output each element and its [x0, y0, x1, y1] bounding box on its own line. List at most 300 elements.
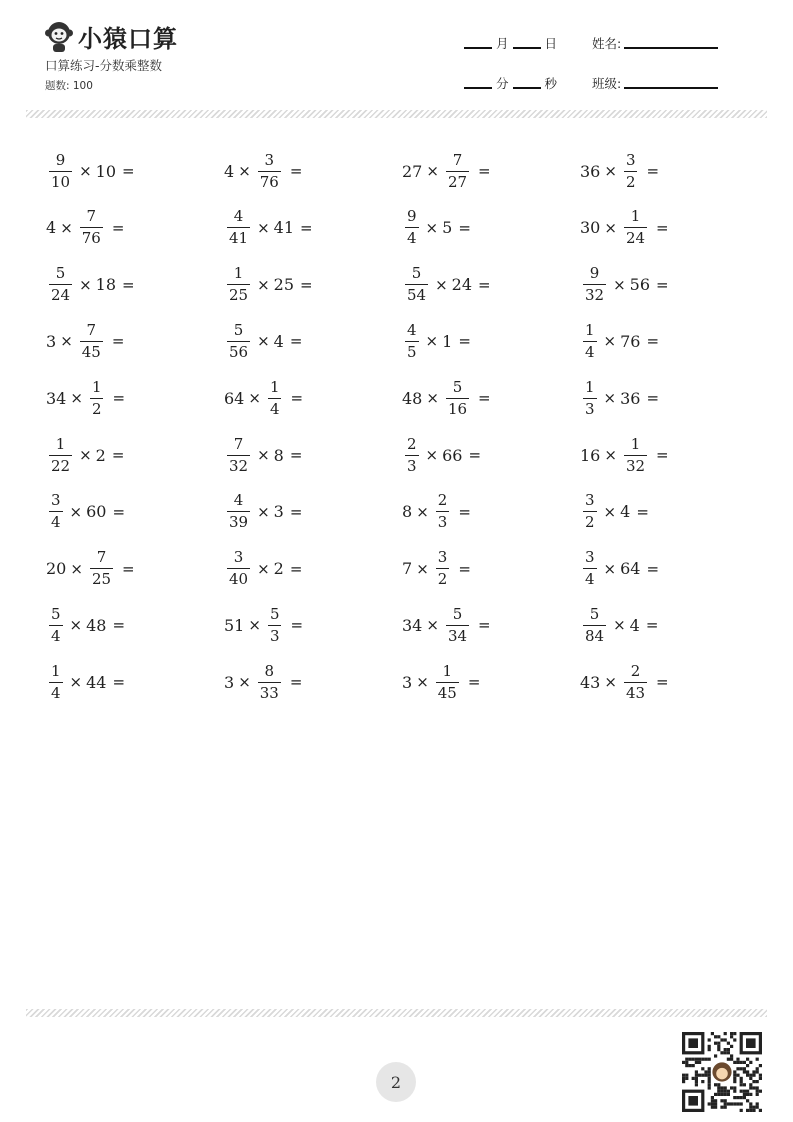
time-fields	[464, 74, 561, 92]
multiply-operator: ×	[238, 673, 251, 692]
denominator: 40	[229, 570, 249, 589]
problem-item	[580, 200, 673, 256]
multiply-operator: ×	[248, 616, 261, 635]
denominator: 76	[81, 229, 101, 248]
numerator: 3	[264, 150, 275, 169]
equals-sign: =	[289, 162, 303, 180]
numerator: 7	[233, 434, 244, 453]
equals-sign: =	[111, 446, 125, 464]
denominator: 84	[585, 626, 605, 645]
denominator: 2	[585, 513, 595, 532]
problem-item	[46, 370, 129, 426]
denominator: 22	[51, 456, 71, 475]
multiply-operator: ×	[426, 162, 439, 180]
name-field	[592, 34, 718, 52]
numerator: 5	[452, 377, 463, 396]
equals-sign: =	[656, 673, 669, 692]
fraction	[268, 377, 282, 418]
integer: 1	[442, 331, 453, 351]
fraction	[227, 266, 250, 303]
problem-item	[402, 313, 475, 369]
integer: 5	[442, 218, 453, 238]
equals-sign: =	[646, 332, 660, 351]
numerator: 7	[96, 548, 107, 567]
integer: 16	[580, 445, 601, 465]
equals-sign: =	[478, 616, 491, 635]
integer: 44	[86, 672, 107, 692]
denominator: 2	[91, 399, 102, 418]
fraction	[436, 550, 450, 587]
fraction	[436, 661, 459, 702]
problem-item	[402, 200, 475, 256]
denominator: 4	[51, 513, 61, 532]
equals-sign: =	[289, 559, 303, 578]
fraction	[49, 150, 72, 191]
problem-item	[580, 654, 673, 710]
equals-sign: =	[645, 616, 659, 635]
integer: 8	[402, 502, 413, 522]
minute-label: 分	[496, 76, 509, 91]
denominator: 41	[229, 229, 249, 248]
multiply-operator: ×	[416, 559, 429, 578]
equals-sign: =	[289, 673, 303, 692]
second-blank[interactable]	[513, 86, 541, 89]
equals-sign: =	[478, 275, 491, 294]
fraction	[405, 434, 419, 475]
multiply-operator: ×	[604, 162, 617, 180]
fraction	[258, 661, 281, 702]
equals-sign: =	[636, 502, 649, 521]
multiply-operator: ×	[248, 389, 261, 408]
problem-item	[46, 597, 129, 653]
numerator: 1	[233, 264, 244, 283]
denominator: 3	[437, 513, 448, 532]
multiply-operator: ×	[603, 389, 617, 408]
integer: 51	[224, 615, 245, 635]
equals-sign: =	[111, 218, 125, 237]
fraction	[227, 320, 250, 361]
equals-sign: =	[122, 275, 135, 294]
multiply-operator: ×	[70, 389, 83, 408]
integer: 48	[86, 615, 107, 635]
monkey-logo-icon	[44, 19, 74, 53]
equals-sign: =	[646, 389, 660, 408]
fraction	[405, 266, 428, 303]
header-divider	[26, 110, 767, 118]
qr-code-icon	[682, 1032, 762, 1112]
denominator: 5	[407, 342, 417, 361]
problem-item	[224, 654, 306, 710]
numerator: 1	[51, 661, 61, 680]
numerator: 1	[585, 377, 595, 396]
problem-item	[402, 143, 495, 199]
denominator: 34	[447, 626, 468, 645]
multiply-operator: ×	[603, 559, 617, 578]
integer: 24	[451, 275, 473, 295]
problem-item	[402, 484, 475, 540]
integer: 3	[402, 672, 413, 692]
numerator: 5	[589, 604, 600, 623]
numerator: 5	[269, 604, 280, 623]
fraction	[436, 493, 450, 530]
problem-item	[224, 597, 307, 653]
multiply-operator: ×	[60, 332, 73, 351]
multiply-operator: ×	[257, 332, 270, 351]
date-fields	[464, 34, 561, 52]
equals-sign: =	[656, 275, 669, 294]
problem-item	[224, 370, 307, 426]
day-label: 日	[544, 36, 558, 51]
numerator: 4	[233, 207, 244, 226]
equals-sign: =	[289, 332, 303, 351]
multiply-operator: ×	[69, 616, 83, 635]
equals-sign: =	[646, 162, 660, 180]
denominator: 24	[51, 286, 71, 305]
denominator: 56	[229, 342, 249, 361]
denominator: 3	[407, 456, 417, 475]
fraction	[49, 604, 63, 645]
integer: 4	[224, 161, 235, 181]
numerator: 5	[51, 604, 61, 623]
numerator: 3	[585, 548, 595, 567]
integer: 34	[46, 388, 67, 408]
fraction	[227, 434, 250, 475]
equals-sign: =	[646, 559, 660, 578]
numerator: 2	[437, 491, 448, 510]
equals-sign: =	[478, 389, 491, 408]
problem-item	[580, 427, 673, 483]
integer: 4	[629, 615, 640, 635]
multiply-operator: ×	[425, 446, 439, 464]
integer: 3	[46, 331, 57, 351]
fraction	[80, 209, 103, 246]
problem-item	[46, 200, 128, 256]
equals-sign: =	[458, 502, 471, 521]
denominator: 39	[229, 513, 249, 532]
numerator: 1	[91, 377, 102, 396]
numerator: 5	[411, 264, 422, 283]
multiply-operator: ×	[79, 446, 92, 464]
integer: 3	[273, 502, 284, 522]
numerator: 7	[86, 320, 97, 339]
class-field	[592, 74, 718, 92]
numerator: 5	[452, 604, 463, 623]
fraction	[405, 320, 419, 361]
multiply-operator: ×	[604, 673, 617, 692]
integer: 48	[402, 388, 423, 408]
integer: 4	[273, 331, 284, 351]
multiply-operator: ×	[613, 616, 626, 635]
multiply-operator: ×	[425, 332, 439, 351]
denominator: 32	[585, 286, 605, 305]
denominator: 16	[447, 399, 468, 418]
integer: 60	[86, 502, 107, 522]
integer: 2	[273, 559, 284, 579]
problem-item	[46, 427, 128, 483]
equals-sign: =	[656, 218, 669, 237]
fraction	[446, 150, 469, 191]
numerator: 3	[51, 491, 61, 510]
equals-sign: =	[122, 162, 135, 180]
denominator: 4	[269, 399, 280, 418]
multiply-operator: ×	[435, 275, 448, 294]
fraction	[258, 150, 281, 191]
fraction	[446, 377, 469, 418]
name-input-line[interactable]	[624, 46, 718, 49]
problem-item	[580, 597, 662, 653]
fraction	[624, 434, 647, 475]
fraction	[227, 209, 250, 246]
integer: 41	[273, 218, 295, 238]
numerator: 9	[589, 264, 600, 283]
denominator: 2	[625, 172, 636, 191]
integer: 56	[629, 275, 651, 295]
problem-item	[402, 370, 495, 426]
multiply-operator: ×	[60, 218, 73, 237]
fraction	[268, 604, 282, 645]
fraction	[227, 493, 250, 530]
fraction	[49, 493, 63, 530]
multiply-operator: ×	[69, 673, 83, 692]
problem-item	[580, 484, 653, 540]
multiply-operator: ×	[257, 446, 270, 464]
multiply-operator: ×	[257, 502, 270, 521]
multiply-operator: ×	[426, 389, 439, 408]
page-number: 2	[376, 1062, 416, 1102]
equals-sign: =	[300, 275, 313, 294]
numerator: 9	[55, 150, 66, 169]
problem-item	[224, 427, 306, 483]
integer: 43	[580, 672, 601, 692]
equals-sign: =	[290, 616, 304, 635]
numerator: 1	[630, 207, 641, 226]
integer: 20	[46, 559, 67, 579]
problem-item	[580, 541, 663, 597]
denominator: 32	[229, 456, 249, 475]
numerator: 4	[233, 491, 244, 510]
worksheet-subtitle: 口算练习-分数乘整数	[45, 58, 163, 73]
name-label: 姓名:	[592, 36, 622, 51]
denominator: 45	[437, 683, 457, 702]
numerator: 3	[233, 548, 244, 567]
fraction	[583, 377, 597, 418]
fraction	[583, 550, 597, 587]
denominator: 4	[51, 683, 61, 702]
fraction	[583, 493, 597, 530]
fraction	[446, 604, 469, 645]
multiply-operator: ×	[613, 275, 626, 294]
denominator: 4	[407, 229, 417, 248]
integer: 76	[620, 331, 641, 351]
denominator: 24	[625, 229, 646, 248]
equals-sign: =	[478, 162, 491, 180]
numerator: 9	[407, 207, 417, 226]
integer: 4	[46, 218, 57, 238]
equals-sign: =	[468, 446, 482, 464]
month-label: 月	[496, 36, 509, 51]
equals-sign: =	[112, 389, 126, 408]
fraction	[583, 604, 606, 645]
equals-sign: =	[289, 446, 303, 464]
problem-item	[224, 541, 306, 597]
problem-item	[402, 597, 495, 653]
problem-item	[402, 427, 485, 483]
integer: 3	[224, 672, 235, 692]
multiply-operator: ×	[69, 502, 83, 521]
month-blank[interactable]	[464, 46, 492, 49]
problem-count: 题数: 100	[45, 80, 93, 92]
problem-item	[46, 484, 129, 540]
problem-item	[580, 313, 663, 369]
multiply-operator: ×	[416, 673, 429, 692]
problem-item	[46, 654, 129, 710]
denominator: 4	[51, 626, 61, 645]
problem-item	[46, 541, 139, 597]
integer: 25	[273, 275, 295, 295]
multiply-operator: ×	[257, 218, 270, 237]
fraction	[90, 377, 104, 418]
fraction	[624, 150, 638, 191]
integer: 36	[580, 161, 601, 181]
fraction	[90, 550, 113, 587]
integer: 64	[224, 388, 245, 408]
numerator: 1	[585, 320, 595, 339]
denominator: 3	[269, 626, 280, 645]
multiply-operator: ×	[426, 616, 439, 635]
problem-item	[224, 143, 306, 199]
problem-item	[402, 541, 475, 597]
equals-sign: =	[111, 332, 125, 351]
denominator: 43	[625, 683, 646, 702]
numerator: 2	[407, 434, 417, 453]
problem-item	[46, 257, 139, 313]
denominator: 76	[259, 172, 279, 191]
multiply-operator: ×	[257, 559, 270, 578]
multiply-operator: ×	[79, 275, 92, 294]
class-label: 班级:	[592, 76, 622, 91]
footer-divider	[26, 1009, 767, 1017]
multiply-operator: ×	[603, 502, 617, 521]
equals-sign: =	[112, 502, 126, 521]
denominator: 33	[259, 683, 279, 702]
multiply-operator: ×	[603, 332, 617, 351]
fraction	[624, 661, 647, 702]
brand	[44, 18, 178, 54]
day-blank[interactable]	[513, 46, 541, 49]
multiply-operator: ×	[238, 162, 251, 180]
problem-item	[402, 257, 495, 313]
equals-sign: =	[458, 332, 471, 351]
denominator: 45	[81, 342, 101, 361]
fraction	[227, 550, 250, 587]
denominator: 25	[229, 286, 249, 305]
multiply-operator: ×	[70, 559, 83, 578]
equals-sign: =	[458, 559, 471, 578]
multiply-operator: ×	[604, 218, 617, 237]
problem-item	[224, 484, 306, 540]
numerator: 5	[233, 320, 244, 339]
multiply-operator: ×	[79, 162, 92, 180]
integer: 27	[402, 161, 423, 181]
integer: 64	[620, 559, 641, 579]
fraction	[583, 266, 606, 303]
brand-name: 小猿口算	[78, 24, 178, 53]
numerator: 8	[264, 661, 275, 680]
denominator: 2	[437, 570, 448, 589]
multiply-operator: ×	[425, 218, 439, 237]
second-label: 秒	[544, 76, 558, 91]
denominator: 3	[585, 399, 595, 418]
numerator: 1	[442, 661, 453, 680]
integer: 7	[402, 559, 413, 579]
numerator: 7	[452, 150, 463, 169]
equals-sign: =	[290, 389, 304, 408]
numerator: 4	[407, 320, 417, 339]
integer: 8	[273, 445, 284, 465]
denominator: 10	[51, 172, 71, 191]
denominator: 32	[625, 456, 646, 475]
problem-item	[402, 654, 484, 710]
problem-item	[580, 143, 663, 199]
numerator: 3	[625, 150, 636, 169]
problem-item	[224, 257, 317, 313]
multiply-operator: ×	[257, 275, 270, 294]
equals-sign: =	[112, 673, 126, 692]
denominator: 54	[407, 286, 427, 305]
fraction	[583, 320, 597, 361]
integer: 18	[95, 275, 117, 295]
equals-sign: =	[289, 502, 303, 521]
problem-item	[224, 200, 317, 256]
fraction	[405, 209, 419, 246]
equals-sign: =	[458, 218, 471, 237]
multiply-operator: ×	[416, 502, 429, 521]
problem-item	[580, 370, 663, 426]
class-input-line[interactable]	[624, 86, 718, 89]
integer: 2	[95, 445, 106, 465]
numerator: 2	[630, 661, 641, 680]
denominator: 27	[447, 172, 468, 191]
equals-sign: =	[467, 673, 481, 692]
multiply-operator: ×	[604, 446, 617, 464]
integer: 36	[620, 388, 641, 408]
integer: 34	[402, 615, 423, 635]
denominator: 25	[91, 570, 112, 589]
integer: 10	[95, 161, 117, 181]
denominator: 4	[585, 342, 595, 361]
integer: 66	[442, 445, 463, 465]
numerator: 1	[55, 434, 66, 453]
fraction	[49, 434, 72, 475]
numerator: 3	[437, 548, 448, 567]
fraction	[80, 320, 103, 361]
equals-sign: =	[122, 559, 135, 578]
numerator: 5	[55, 264, 66, 283]
numerator: 1	[630, 434, 641, 453]
numerator: 3	[585, 491, 595, 510]
fraction	[49, 661, 63, 702]
equals-sign: =	[656, 446, 669, 464]
fraction	[624, 209, 647, 246]
equals-sign: =	[300, 218, 313, 237]
minute-blank[interactable]	[464, 86, 492, 89]
problem-item	[580, 257, 673, 313]
problem-item	[224, 313, 306, 369]
fraction	[49, 266, 72, 303]
integer: 30	[580, 218, 601, 238]
problem-item	[46, 143, 139, 199]
integer: 4	[620, 502, 631, 522]
